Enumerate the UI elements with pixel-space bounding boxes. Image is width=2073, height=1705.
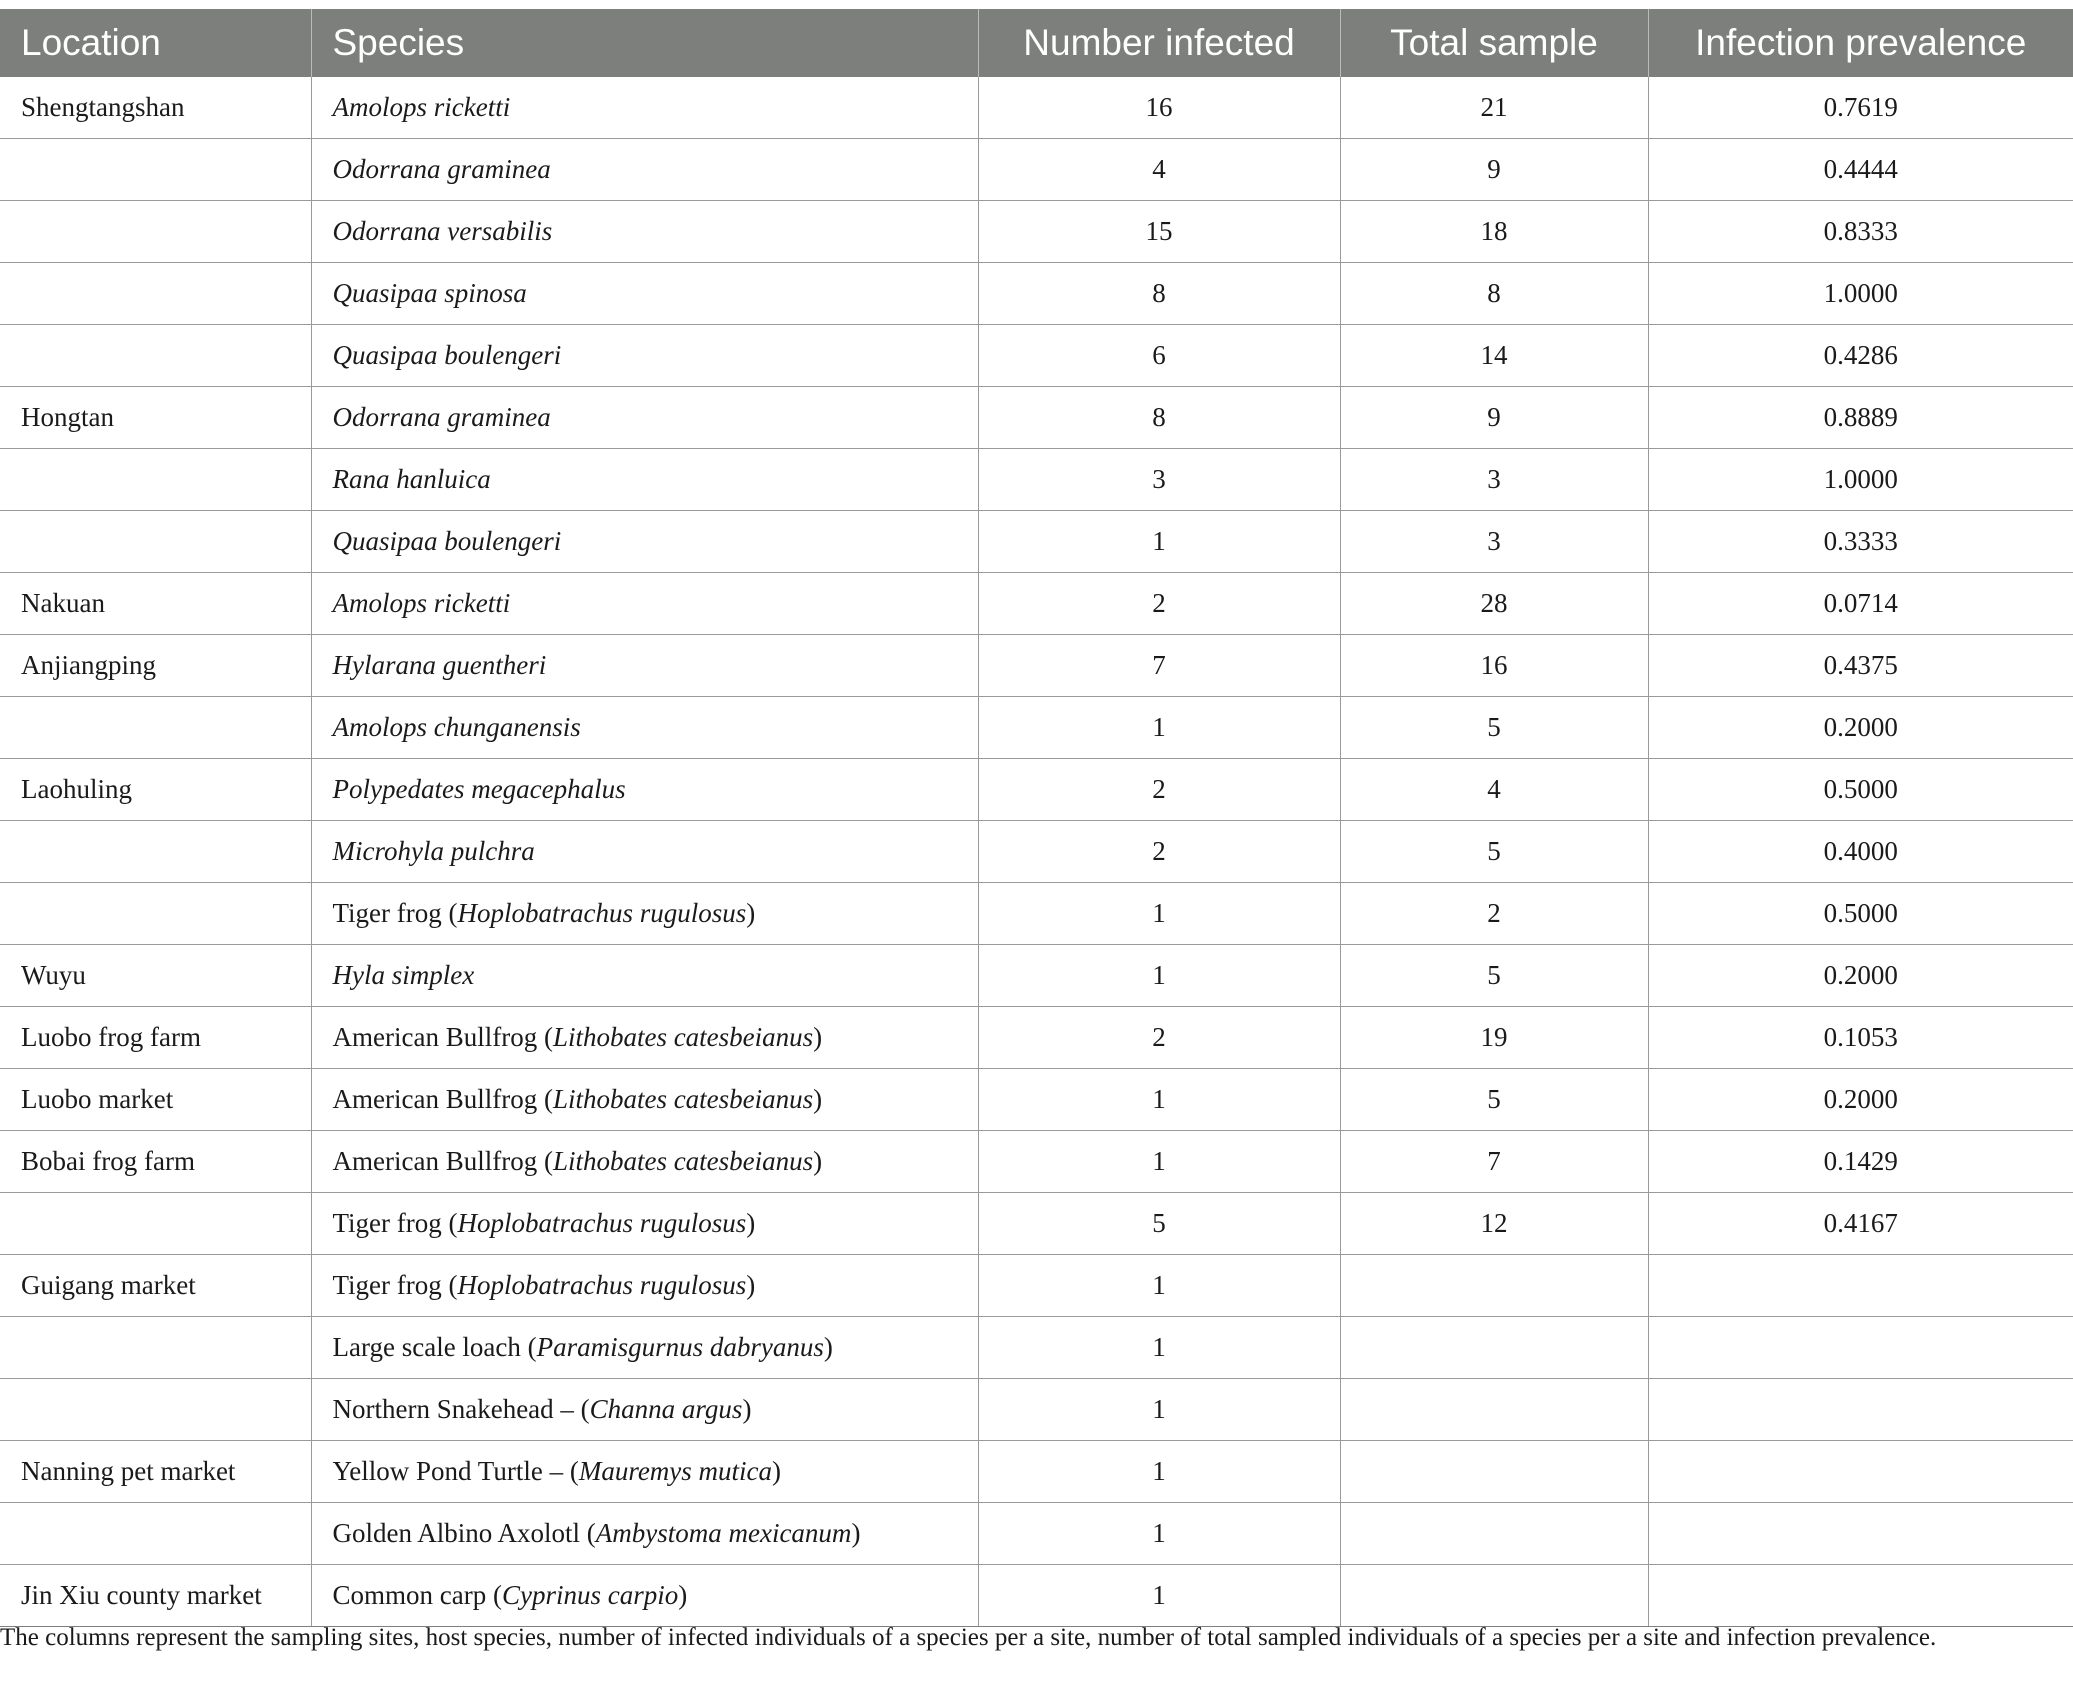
cell-location [0, 511, 311, 573]
species-common-name: Yellow Pond Turtle – ( [332, 1456, 579, 1486]
cell-total-sample: 2 [1340, 883, 1648, 945]
species-common-name: Large scale loach ( [332, 1332, 537, 1362]
species-scientific-name: Odorrana versabilis [332, 216, 553, 246]
table-row [0, 1317, 2073, 1379]
species-scientific-name: Microhyla pulchra [332, 836, 535, 866]
species-closing-paren: ) [813, 1022, 823, 1052]
cell-total-sample: 19 [1340, 1007, 1648, 1069]
table-row [0, 511, 2073, 573]
cell-species [311, 387, 978, 449]
cell-species [311, 1317, 978, 1379]
cell-number-infected: 1 [978, 1441, 1340, 1503]
cell-total-sample: 5 [1340, 945, 1648, 1007]
cell-species [311, 263, 978, 325]
species-scientific-name: Hyla simplex [332, 960, 475, 990]
cell-species [311, 1069, 978, 1131]
cell-total-sample: 3 [1340, 511, 1648, 573]
species-scientific-name: Lithobates catesbeianus [552, 1084, 814, 1114]
cell-infection-prevalence: 0.4444 [1648, 139, 2073, 201]
cell-species [311, 1131, 978, 1193]
cell-species [311, 1255, 978, 1317]
cell-species [311, 759, 978, 821]
species-common-name: American Bullfrog ( [332, 1084, 553, 1114]
cell-location: Anjiangping [0, 635, 311, 697]
cell-total-sample [1340, 1441, 1648, 1503]
species-closing-paren: ) [813, 1084, 823, 1114]
table-row [0, 449, 2073, 511]
species-closing-paren: ) [823, 1332, 833, 1362]
cell-total-sample: 8 [1340, 263, 1648, 325]
table-row [0, 201, 2073, 263]
header-species: Species [311, 9, 978, 77]
cell-number-infected: 1 [978, 511, 1340, 573]
cell-species [311, 1441, 978, 1503]
cell-infection-prevalence [1648, 1255, 2073, 1317]
species-scientific-name: Hoplobatrachus rugulosus [457, 898, 747, 928]
cell-number-infected: 6 [978, 325, 1340, 387]
cell-total-sample: 28 [1340, 573, 1648, 635]
cell-total-sample: 4 [1340, 759, 1648, 821]
table-body [0, 77, 2073, 1627]
cell-number-infected: 2 [978, 821, 1340, 883]
species-closing-paren: ) [746, 1270, 756, 1300]
table-row [0, 635, 2073, 697]
cell-total-sample: 5 [1340, 1069, 1648, 1131]
cell-total-sample: 14 [1340, 325, 1648, 387]
species-common-name: American Bullfrog ( [332, 1022, 553, 1052]
species-closing-paren: ) [678, 1580, 688, 1610]
table-row [0, 139, 2073, 201]
species-common-name: Tiger frog ( [332, 898, 458, 928]
species-common-name: Golden Albino Axolotl ( [332, 1518, 596, 1548]
species-scientific-name: Rana hanluica [332, 464, 491, 494]
cell-total-sample: 5 [1340, 821, 1648, 883]
cell-location: Laohuling [0, 759, 311, 821]
cell-infection-prevalence: 0.5000 [1648, 883, 2073, 945]
species-scientific-name: Hoplobatrachus rugulosus [457, 1208, 747, 1238]
cell-location: Nakuan [0, 573, 311, 635]
table-row [0, 1503, 2073, 1565]
cell-total-sample: 7 [1340, 1131, 1648, 1193]
cell-total-sample [1340, 1379, 1648, 1441]
species-closing-paren: ) [742, 1394, 752, 1424]
cell-number-infected: 16 [978, 77, 1340, 139]
cell-species [311, 821, 978, 883]
cell-number-infected: 1 [978, 1131, 1340, 1193]
species-scientific-name: Quasipaa boulengeri [332, 340, 562, 370]
species-scientific-name: Hoplobatrachus rugulosus [457, 1270, 747, 1300]
table-row [0, 1193, 2073, 1255]
species-scientific-name: Mauremys mutica [578, 1456, 773, 1486]
cell-infection-prevalence: 0.8333 [1648, 201, 2073, 263]
cell-number-infected: 4 [978, 139, 1340, 201]
cell-location [0, 1317, 311, 1379]
cell-infection-prevalence [1648, 1503, 2073, 1565]
cell-location: Luobo frog farm [0, 1007, 311, 1069]
cell-total-sample: 21 [1340, 77, 1648, 139]
species-common-name: American Bullfrog ( [332, 1146, 553, 1176]
cell-infection-prevalence: 0.7619 [1648, 77, 2073, 139]
species-common-name: Tiger frog ( [332, 1208, 458, 1238]
cell-number-infected: 15 [978, 201, 1340, 263]
cell-species [311, 1007, 978, 1069]
table-row [0, 883, 2073, 945]
cell-infection-prevalence: 0.0714 [1648, 573, 2073, 635]
table-row [0, 1379, 2073, 1441]
table-header [0, 9, 2073, 77]
header-infection-prevalence: Infection prevalence [1648, 9, 2073, 77]
cell-total-sample: 16 [1340, 635, 1648, 697]
cell-number-infected: 1 [978, 1565, 1340, 1627]
cell-species [311, 945, 978, 1007]
cell-location [0, 1193, 311, 1255]
species-scientific-name: Amolops chunganensis [332, 712, 581, 742]
cell-location [0, 139, 311, 201]
cell-species [311, 1503, 978, 1565]
cell-infection-prevalence: 0.2000 [1648, 945, 2073, 1007]
header-location: Location [0, 9, 311, 77]
cell-infection-prevalence: 0.3333 [1648, 511, 2073, 573]
cell-infection-prevalence: 0.5000 [1648, 759, 2073, 821]
cell-species [311, 883, 978, 945]
table-row [0, 1255, 2073, 1317]
cell-number-infected: 2 [978, 573, 1340, 635]
cell-total-sample [1340, 1503, 1648, 1565]
cell-species [311, 573, 978, 635]
species-scientific-name: Quasipaa boulengeri [332, 526, 562, 556]
cell-location [0, 697, 311, 759]
table-row [0, 1441, 2073, 1503]
species-common-name: Northern Snakehead – ( [332, 1394, 590, 1424]
cell-number-infected: 2 [978, 759, 1340, 821]
cell-total-sample [1340, 1317, 1648, 1379]
species-closing-paren: ) [851, 1518, 861, 1548]
cell-infection-prevalence: 1.0000 [1648, 449, 2073, 511]
cell-number-infected: 1 [978, 1317, 1340, 1379]
species-closing-paren: ) [746, 898, 756, 928]
table-row [0, 945, 2073, 1007]
species-scientific-name: Amolops ricketti [332, 92, 511, 122]
cell-infection-prevalence [1648, 1317, 2073, 1379]
cell-total-sample: 12 [1340, 1193, 1648, 1255]
cell-location [0, 1379, 311, 1441]
species-scientific-name: Paramisgurnus dabryanus [536, 1332, 824, 1362]
species-closing-paren: ) [772, 1456, 782, 1486]
cell-species [311, 77, 978, 139]
header-total-sample: Total sample [1340, 9, 1648, 77]
species-scientific-name: Cyprinus carpio [501, 1580, 679, 1610]
species-scientific-name: Odorrana graminea [332, 402, 551, 432]
cell-total-sample: 5 [1340, 697, 1648, 759]
table-row [0, 1131, 2073, 1193]
cell-species [311, 1193, 978, 1255]
cell-infection-prevalence: 0.2000 [1648, 697, 2073, 759]
table-row [0, 821, 2073, 883]
species-common-name: Tiger frog ( [332, 1270, 458, 1300]
species-scientific-name: Odorrana graminea [332, 154, 551, 184]
species-common-name: Common carp ( [332, 1580, 502, 1610]
species-scientific-name: Quasipaa spinosa [332, 278, 527, 308]
cell-infection-prevalence: 0.4167 [1648, 1193, 2073, 1255]
cell-infection-prevalence: 0.4286 [1648, 325, 2073, 387]
cell-infection-prevalence [1648, 1441, 2073, 1503]
cell-number-infected: 1 [978, 697, 1340, 759]
species-scientific-name: Hylarana guentheri [332, 650, 547, 680]
cell-species [311, 325, 978, 387]
cell-infection-prevalence: 0.4000 [1648, 821, 2073, 883]
cell-location: Luobo market [0, 1069, 311, 1131]
species-closing-paren: ) [813, 1146, 823, 1176]
species-scientific-name: Lithobates catesbeianus [552, 1146, 814, 1176]
species-scientific-name: Ambystoma mexicanum [595, 1518, 852, 1548]
header-number-infected: Number infected [978, 9, 1340, 77]
cell-location: Nanning pet market [0, 1441, 311, 1503]
cell-location: Shengtangshan [0, 77, 311, 139]
cell-number-infected: 7 [978, 635, 1340, 697]
species-scientific-name: Polypedates megacephalus [332, 774, 626, 804]
cell-number-infected: 1 [978, 945, 1340, 1007]
table-row [0, 1007, 2073, 1069]
cell-number-infected: 1 [978, 1069, 1340, 1131]
species-scientific-name: Amolops ricketti [332, 588, 511, 618]
table-row [0, 573, 2073, 635]
table-row [0, 325, 2073, 387]
cell-location [0, 201, 311, 263]
cell-species [311, 139, 978, 201]
data-table-container [0, 9, 2073, 1627]
cell-infection-prevalence: 0.4375 [1648, 635, 2073, 697]
table-row [0, 77, 2073, 139]
cell-location: Jin Xiu county market [0, 1565, 311, 1627]
cell-location: Bobai frog farm [0, 1131, 311, 1193]
cell-location [0, 325, 311, 387]
cell-location: Hongtan [0, 387, 311, 449]
cell-total-sample: 9 [1340, 387, 1648, 449]
cell-location [0, 883, 311, 945]
cell-species [311, 511, 978, 573]
cell-number-infected: 3 [978, 449, 1340, 511]
cell-infection-prevalence: 0.8889 [1648, 387, 2073, 449]
cell-number-infected: 2 [978, 1007, 1340, 1069]
table-caption: The columns represent the sampling sites, host species, number of infected individuals of a species per a site, number of total sampled individuals of a species per a site and infection prevalence. [0, 1624, 1937, 1651]
cell-location: Guigang market [0, 1255, 311, 1317]
cell-location [0, 1503, 311, 1565]
cell-location [0, 263, 311, 325]
cell-species [311, 201, 978, 263]
cell-location: Wuyu [0, 945, 311, 1007]
species-scientific-name: Channa argus [589, 1394, 743, 1424]
cell-infection-prevalence: 0.1053 [1648, 1007, 2073, 1069]
cell-number-infected: 8 [978, 263, 1340, 325]
cell-infection-prevalence: 0.1429 [1648, 1131, 2073, 1193]
table-row [0, 387, 2073, 449]
cell-location [0, 449, 311, 511]
cell-number-infected: 1 [978, 1255, 1340, 1317]
cell-number-infected: 1 [978, 1379, 1340, 1441]
cell-species [311, 697, 978, 759]
cell-infection-prevalence: 1.0000 [1648, 263, 2073, 325]
cell-infection-prevalence: 0.2000 [1648, 1069, 2073, 1131]
species-scientific-name: Lithobates catesbeianus [552, 1022, 814, 1052]
cell-species [311, 635, 978, 697]
infection-table [0, 9, 2073, 1627]
cell-number-infected: 8 [978, 387, 1340, 449]
species-closing-paren: ) [746, 1208, 756, 1238]
cell-number-infected: 5 [978, 1193, 1340, 1255]
table-row [0, 1069, 2073, 1131]
cell-number-infected: 1 [978, 883, 1340, 945]
header-row [0, 9, 2073, 77]
table-row [0, 263, 2073, 325]
cell-number-infected: 1 [978, 1503, 1340, 1565]
cell-location [0, 821, 311, 883]
cell-total-sample: 3 [1340, 449, 1648, 511]
cell-species [311, 1379, 978, 1441]
table-row [0, 697, 2073, 759]
cell-total-sample: 18 [1340, 201, 1648, 263]
cell-species [311, 449, 978, 511]
table-row [0, 759, 2073, 821]
cell-infection-prevalence [1648, 1379, 2073, 1441]
cell-total-sample [1340, 1255, 1648, 1317]
cell-total-sample: 9 [1340, 139, 1648, 201]
